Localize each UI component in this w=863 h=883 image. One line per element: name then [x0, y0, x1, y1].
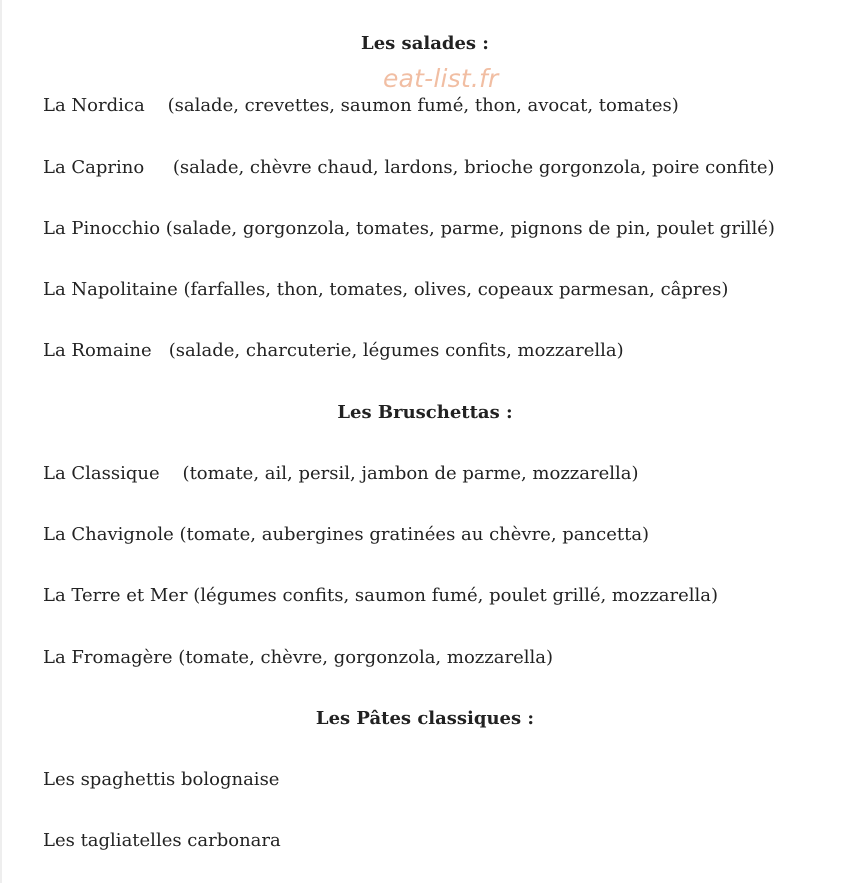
section-heading-pates: Les Pâtes classiques : — [315, 708, 535, 729]
menu-item: Les spaghettis bolognaise — [43, 769, 280, 790]
menu-item: La Chavignole (tomate, aubergines gratinées au chèvre, pancetta) — [43, 524, 650, 545]
menu-item: La Nordica (salade, crevettes, saumon fumé, thon, avocat, tomates) — [43, 95, 679, 116]
page-left-border — [0, 0, 2, 883]
section-heading-salades: Les salades : — [361, 33, 489, 54]
menu-item: La Pinocchio (salade, gorgonzola, tomates, parme, pignons de pin, poulet grillé) — [43, 218, 775, 239]
menu-item: La Classique (tomate, ail, persil, jambon de parme, mozzarella) — [43, 463, 639, 484]
menu-item: La Fromagère (tomate, chèvre, gorgonzola, mozzarella) — [43, 647, 554, 668]
menu-item: La Terre et Mer (légumes confits, saumon fumé, poulet grillé, mozzarella) — [43, 585, 719, 606]
watermark-logo: eat-list.fr — [383, 64, 499, 93]
section-heading-bruschettas: Les Bruschettas : — [337, 402, 513, 423]
menu-item: La Romaine (salade, charcuterie, légumes confits, mozzarella) — [43, 340, 624, 361]
menu-item: Les tagliatelles carbonara — [43, 830, 281, 851]
menu-item: La Caprino (salade, chèvre chaud, lardons, brioche gorgonzola, poire confite) — [43, 157, 775, 178]
menu-item: La Napolitaine (farfalles, thon, tomates, olives, copeaux parmesan, câpres) — [43, 279, 729, 300]
